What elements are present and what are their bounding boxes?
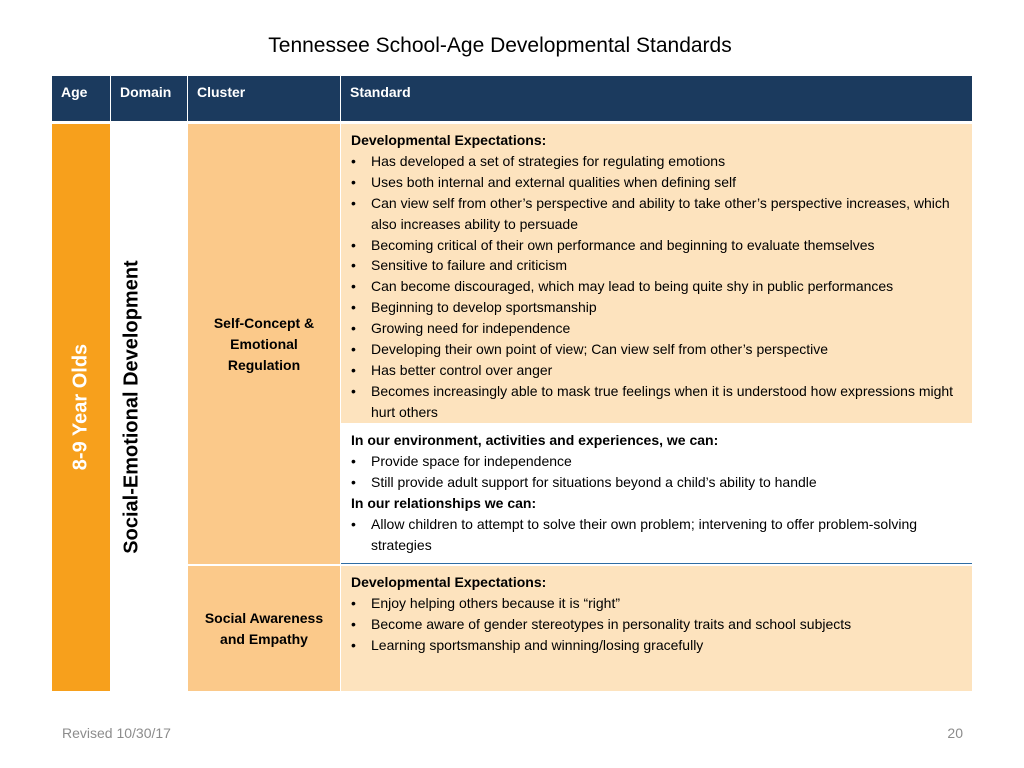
environment-list	[351, 451, 962, 493]
list-item: • Uses both internal and external qualities when defining self	[351, 172, 962, 193]
self-concept-support	[341, 424, 972, 564]
list-item: • Growing need for independence	[351, 318, 962, 339]
list-item: • Learning sportsmanship and winning/losing gracefully	[351, 635, 962, 656]
list-item: • Becoming critical of their own performance and beginning to evaluate themselves	[351, 235, 962, 256]
list-item: • Become aware of gender stereotypes in personality traits and school subjects	[351, 614, 962, 635]
list-item: • Sensitive to failure and criticism	[351, 255, 962, 276]
list-item: • Beginning to develop sportsmanship	[351, 297, 962, 318]
list-item: • Has better control over anger	[351, 360, 962, 381]
list-item: • Can become discouraged, which may lead to being quite shy in public performances	[351, 276, 962, 297]
list-item: • Still provide adult support for situations beyond a child’s ability to handle	[351, 472, 962, 493]
list-item: • Provide space for independence	[351, 451, 962, 472]
domain-label: Social-Emotional Development	[120, 260, 143, 554]
list-item: • Has developed a set of strategies for regulating emotions	[351, 151, 962, 172]
relationships-list	[351, 514, 962, 556]
cluster-social-awareness	[188, 566, 340, 691]
self-concept-expectations	[341, 124, 972, 423]
list-item: • Developing their own point of view; Can view self from other’s perspective	[351, 339, 962, 360]
list-item: • Allow children to attempt to solve their own problem; intervening to offer problem-solving strategies	[351, 514, 962, 556]
header-cluster: Cluster	[188, 76, 340, 121]
header-standard: Standard	[341, 76, 972, 121]
environment-heading: In our environment, activities and experiences, we can:	[351, 432, 719, 448]
expectations-list	[351, 151, 962, 423]
expectations-heading: Developmental Expectations:	[351, 132, 547, 148]
social-awareness-expectations	[341, 566, 972, 691]
revised-date: Revised 10/30/17	[62, 725, 171, 741]
cluster-self-concept	[188, 124, 340, 564]
list-item: • Can view self from other’s perspective and ability to take other’s perspective increases, which also increases ability to persuade	[351, 193, 962, 235]
list-item: • Becomes increasingly able to mask true feelings when it is understood how expressions might hurt others	[351, 381, 962, 423]
page-number: 20	[947, 725, 963, 741]
expectations-heading: Developmental Expectations:	[351, 574, 547, 590]
cluster-social-awareness-label: Social Awareness and Empathy	[204, 609, 324, 647]
page-title: Tennessee School-Age Developmental Standards	[268, 34, 732, 57]
header-domain: Domain	[111, 76, 187, 121]
header-age: Age	[52, 76, 110, 121]
list-item: • Enjoy helping others because it is “right”	[351, 593, 962, 614]
expectations-list	[351, 593, 962, 656]
age-label: 8-9 Year Olds	[69, 343, 92, 471]
relationships-heading: In our relationships we can:	[351, 494, 537, 511]
cluster-self-concept-label: Self-Concept & Emotional Regulation	[213, 314, 315, 373]
